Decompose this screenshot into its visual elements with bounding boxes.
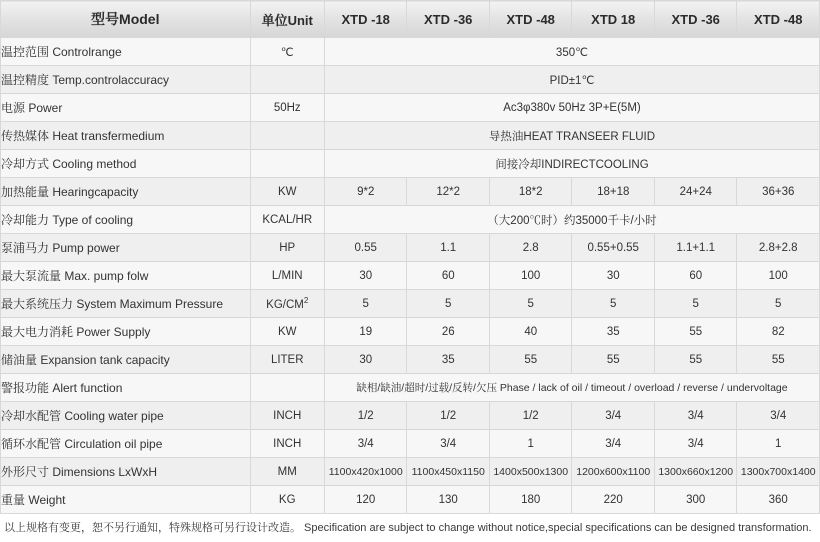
row-value: 1/2 <box>489 402 572 430</box>
row-value: 0.55+0.55 <box>572 234 655 262</box>
row-unit: KG <box>250 486 324 514</box>
row-value: 40 <box>489 318 572 346</box>
row-unit <box>250 150 324 178</box>
row-value: 5 <box>572 290 655 318</box>
row-value: 55 <box>572 346 655 374</box>
row-value: 55 <box>654 318 737 346</box>
row-unit-text: KG/CM <box>266 298 304 311</box>
row-label: 重量 Weight <box>1 486 251 514</box>
row-value: 1.1+1.1 <box>654 234 737 262</box>
header-model-4: XTD 18 <box>572 1 655 38</box>
row-unit: ℃ <box>250 38 324 66</box>
row-value: 60 <box>407 262 490 290</box>
table-row <box>1 486 820 514</box>
row-value: 120 <box>324 486 407 514</box>
row-unit: INCH <box>250 430 324 458</box>
row-value: 3/4 <box>407 430 490 458</box>
row-value: 1300x700x1400 <box>737 458 820 486</box>
row-label: 储油量 Expansion tank capacity <box>1 346 251 374</box>
row-value: 1100x450x1150 <box>407 458 490 486</box>
row-value: 5 <box>737 290 820 318</box>
row-value: 1100x420x1000 <box>324 458 407 486</box>
row-value: 3/4 <box>572 430 655 458</box>
row-value: 1 <box>489 430 572 458</box>
row-unit <box>250 374 324 402</box>
row-unit: MM <box>250 458 324 486</box>
row-value: 180 <box>489 486 572 514</box>
table-row <box>1 38 820 66</box>
table-row <box>1 430 820 458</box>
header-model-2: XTD -36 <box>407 1 490 38</box>
row-value: 5 <box>407 290 490 318</box>
header-model-5: XTD -36 <box>654 1 737 38</box>
row-value: 3/4 <box>737 402 820 430</box>
row-unit <box>250 66 324 94</box>
row-label: 传热媒体 Heat transfermedium <box>1 122 251 150</box>
row-label: 循环水配管 Circulation oil pipe <box>1 430 251 458</box>
row-value: 1200x600x1100 <box>572 458 655 486</box>
header-model: 型号Model <box>1 1 251 38</box>
row-label: 冷却水配管 Cooling water pipe <box>1 402 251 430</box>
row-label: 冷却能力 Type of cooling <box>1 206 251 234</box>
row-label: 警报功能 Alert function <box>1 374 251 402</box>
row-value: 300 <box>654 486 737 514</box>
header-model-3: XTD -48 <box>489 1 572 38</box>
table-header <box>1 1 820 38</box>
row-unit: LITER <box>250 346 324 374</box>
row-value: 55 <box>654 346 737 374</box>
row-value: 12*2 <box>407 178 490 206</box>
row-label: 电源 Power <box>1 94 251 122</box>
row-value-merged: 缺相/缺油/超时/过载/反转/欠压 Phase / lack of oil / timeout / overload / reverse / undervoltage <box>324 374 819 402</box>
row-unit: KW <box>250 178 324 206</box>
row-value: 30 <box>324 262 407 290</box>
row-value: 0.55 <box>324 234 407 262</box>
row-value: 1300x660x1200 <box>654 458 737 486</box>
table-row <box>1 234 820 262</box>
row-value: 5 <box>324 290 407 318</box>
row-value: 55 <box>737 346 820 374</box>
row-value: 3/4 <box>654 430 737 458</box>
row-label: 温控范围 Controlrange <box>1 38 251 66</box>
row-value: 24+24 <box>654 178 737 206</box>
row-value: 18+18 <box>572 178 655 206</box>
footnote: 以上规格有变更，恕不另行通知，特殊规格可另行设计改造。 Specification are subject to change without notice,special specifications can be designed transformation. <box>4 522 812 534</box>
row-value-merged: 导热油HEAT TRANSEER FLUID <box>324 122 819 150</box>
row-value: 3/4 <box>654 402 737 430</box>
row-value: 220 <box>572 486 655 514</box>
row-value: 30 <box>324 346 407 374</box>
row-unit <box>250 122 324 150</box>
row-label: 最大泵流量 Max. pump folw <box>1 262 251 290</box>
row-unit: 50Hz <box>250 94 324 122</box>
row-value: 1/2 <box>324 402 407 430</box>
row-value: 30 <box>572 262 655 290</box>
row-value-merged: 间接冷却INDIRECTCOOLING <box>324 150 819 178</box>
row-unit: HP <box>250 234 324 262</box>
row-value: 35 <box>407 346 490 374</box>
table-row <box>1 94 820 122</box>
row-value: 26 <box>407 318 490 346</box>
row-unit: L/MIN <box>250 262 324 290</box>
table-row <box>1 206 820 234</box>
row-value: 1.1 <box>407 234 490 262</box>
row-value: 5 <box>489 290 572 318</box>
row-value: 60 <box>654 262 737 290</box>
row-value: 2.8+2.8 <box>737 234 820 262</box>
row-label: 冷却方式 Cooling method <box>1 150 251 178</box>
row-value: 18*2 <box>489 178 572 206</box>
row-unit <box>250 290 324 318</box>
row-unit-exponent: 2 <box>303 296 309 306</box>
table-row <box>1 374 820 402</box>
table-row <box>1 346 820 374</box>
row-unit: INCH <box>250 402 324 430</box>
row-value: 360 <box>737 486 820 514</box>
row-label: 外形尺寸 Dimensions LxWxH <box>1 458 251 486</box>
row-value: 2.8 <box>489 234 572 262</box>
table-row <box>1 262 820 290</box>
row-value: 9*2 <box>324 178 407 206</box>
row-value: 35 <box>572 318 655 346</box>
row-value: 36+36 <box>737 178 820 206</box>
table-row <box>1 290 820 318</box>
header-model-1: XTD -18 <box>324 1 407 38</box>
table-row <box>1 458 820 486</box>
header-unit: 单位Unit <box>250 1 324 38</box>
row-value: 82 <box>737 318 820 346</box>
row-value: 3/4 <box>572 402 655 430</box>
row-value: 19 <box>324 318 407 346</box>
row-label: 最大电力消耗 Power Supply <box>1 318 251 346</box>
row-value: 100 <box>737 262 820 290</box>
row-value: 55 <box>489 346 572 374</box>
row-unit: KCAL/HR <box>250 206 324 234</box>
row-label: 加热能量 Hearingcapacity <box>1 178 251 206</box>
row-unit: KW <box>250 318 324 346</box>
row-value-merged: （大200℃时）约35000千卡/小时 <box>324 206 819 234</box>
row-label: 温控精度 Temp.controlaccuracy <box>1 66 251 94</box>
row-value-merged: 350℃ <box>324 38 819 66</box>
table-row <box>1 122 820 150</box>
table-row <box>1 402 820 430</box>
row-label: 最大系统压力 System Maximum Pressure <box>1 290 251 318</box>
row-value: 3/4 <box>324 430 407 458</box>
row-label: 泵浦马力 Pump power <box>1 234 251 262</box>
row-value: 5 <box>654 290 737 318</box>
table-row <box>1 150 820 178</box>
row-value: 1/2 <box>407 402 490 430</box>
table-row <box>1 318 820 346</box>
header-row <box>1 1 820 38</box>
row-value-merged: Ac3φ380v 50Hz 3P+E(5M) <box>324 94 819 122</box>
row-value: 1400x500x1300 <box>489 458 572 486</box>
table-row <box>1 66 820 94</box>
row-value: 1 <box>737 430 820 458</box>
table-row <box>1 178 820 206</box>
row-value: 100 <box>489 262 572 290</box>
header-model-6: XTD -48 <box>737 1 820 38</box>
row-value: 130 <box>407 486 490 514</box>
table-body <box>1 38 820 514</box>
row-value-merged: PID±1℃ <box>324 66 819 94</box>
